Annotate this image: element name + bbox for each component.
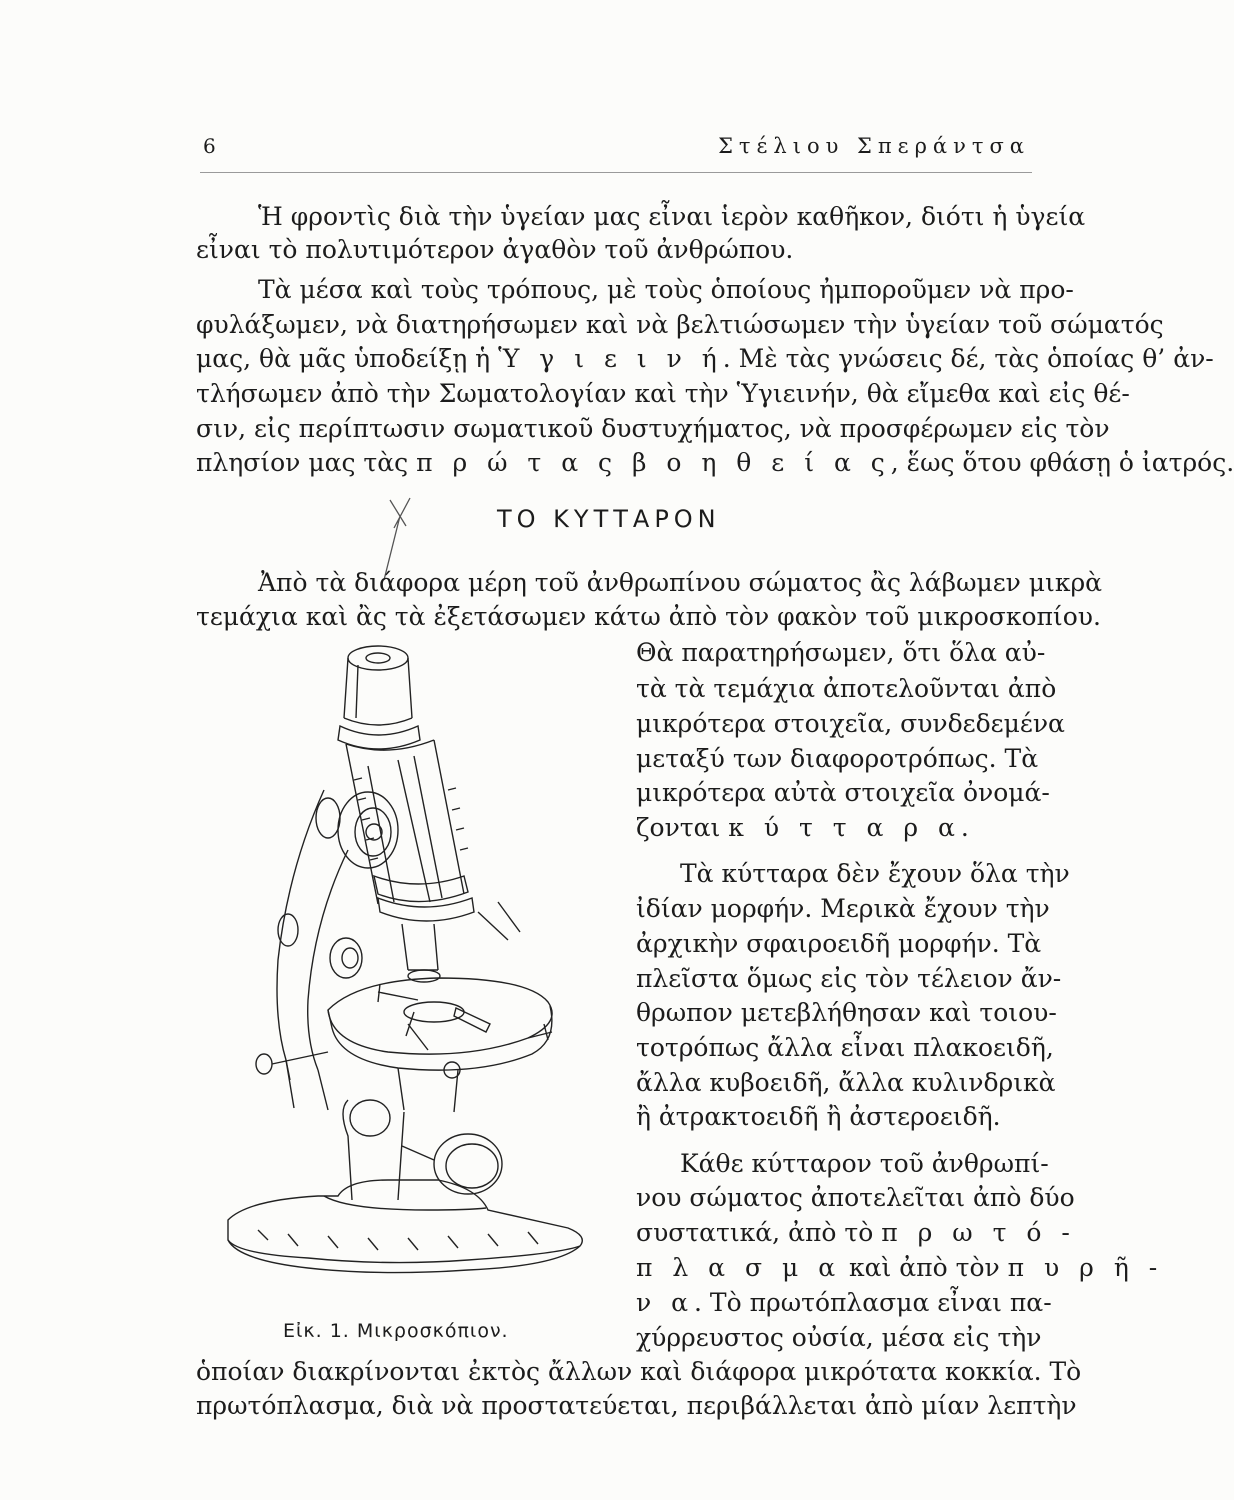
column-line: χύρρευστος οὐσία, μέσα εἰς τὴν xyxy=(636,1323,1042,1352)
section-line: πρωτόπλασμα, διὰ νὰ προστατεύεται, περιβάλλεται ἀπὸ μίαν λεπτὴν xyxy=(196,1391,1077,1420)
section-heading: ΤΟ ΚΥΤΤΑΡΟΝ xyxy=(497,505,721,533)
section-line: ὁποίαν διακρίνονται ἐκτὸς ἄλλων καὶ διάφορα μικρότατα κοκκία. Τὸ xyxy=(196,1357,1082,1386)
column-line: Τὰ κύτταρα δὲν ἔχουν ὅλα τὴν xyxy=(680,859,1070,888)
intro-line: Ἡ φροντὶς διὰ τὴν ὑγείαν μας εἶναι ἱερὸν καθῆκον, διότι ἡ ὑγεία xyxy=(258,202,1086,231)
column-line: Θὰ παρατηρήσωμεν, ὅτι ὅλα αὐ- xyxy=(636,638,1046,667)
column-line: συστατικά, ἀπὸ τὸ π ρ ω τ ό - xyxy=(636,1218,1076,1247)
column-line: ἄλλα κυβοειδῆ, ἄλλα κυλινδρικὰ xyxy=(636,1068,1056,1097)
emphasis-hygiene: Ὑ γ ι ε ι ν ή xyxy=(498,344,723,373)
column-line: μικρότερα αὐτὰ στοιχεῖα ὀνομά- xyxy=(636,778,1050,807)
intro-line: Τὰ μέσα καὶ τοὺς τρόπους, μὲ τοὺς ὁποίους ἠμποροῦμεν νὰ προ- xyxy=(258,275,1074,304)
column-line: π λ α σ μ α καὶ ἀπὸ τὸν π υ ρ ῆ - xyxy=(636,1253,1164,1282)
column-line: Κάθε κύτταρον τοῦ ἀνθρωπί- xyxy=(680,1149,1049,1178)
running-header xyxy=(200,134,1030,164)
column-line: τὰ τὰ τεμάχια ἀποτελοῦνται ἀπὸ xyxy=(636,674,1057,703)
column-line: μεταξύ των διαφοροτρόπως. Τὰ xyxy=(636,744,1039,773)
column-line: τοτρόπως ἄλλα εἶναι πλακοειδῆ, xyxy=(636,1033,1054,1062)
column-line: ἢ ἀτρακτοειδῆ ἢ ἀστεροειδῆ. xyxy=(636,1102,1001,1131)
page-number: 6 xyxy=(203,134,216,158)
intro-line: σιν, εἰς περίπτωσιν σωματικοῦ δυστυχήματος, νὰ προσφέρωμεν εἰς τὸν xyxy=(196,414,1110,443)
microscope-illustration xyxy=(228,640,608,1315)
microscope-figure xyxy=(228,640,608,1315)
intro-line: πλησίον μας τὰς π ρ ώ τ α ς β ο η θ ε ί α ς, ἕως ὅτου φθάσῃ ὁ ἰατρός. xyxy=(196,448,1234,477)
column-line: ἀρχικὴν σφαιροειδῆ μορφήν. Τὰ xyxy=(636,929,1042,958)
emphasis-cells: κ ύ τ τ α ρ α xyxy=(728,813,961,842)
column-line: ζονται κ ύ τ τ α ρ α. xyxy=(636,813,969,842)
column-line: μικρότερα στοιχεῖα, συνδεδεμένα xyxy=(636,709,1065,738)
intro-line: φυλάξωμεν, νὰ διατηρήσωμεν καὶ νὰ βελτιώσωμεν τὴν ὑγείαν τοῦ σώματός xyxy=(196,310,1164,339)
column-line: ν α. Τὸ πρωτόπλασμα εἶναι πα- xyxy=(636,1288,1052,1317)
column-line: θρωπον μετεβλήθησαν καὶ τοιου- xyxy=(636,998,1057,1027)
emphasis-first-aid: π ρ ώ τ α ς β ο η θ ε ί α ς xyxy=(416,448,891,477)
emphasis-protoplasm: π ρ ω τ ό - xyxy=(881,1218,1076,1247)
column-line: ἰδίαν μορφήν. Μερικὰ ἔχουν τὴν xyxy=(636,894,1050,923)
header-rule xyxy=(200,172,1032,173)
running-title: Στέλιου Σπεράντσα xyxy=(718,134,1030,158)
section-line: τεμάχια καὶ ἂς τὰ ἐξετάσωμεν κάτω ἀπὸ τὸν φακὸν τοῦ μικροσκοπίου. xyxy=(196,602,1101,631)
figure-caption: Εἰκ. 1. Μικροσκόπιον. xyxy=(283,1320,509,1342)
emphasis-nucleus: π υ ρ ῆ - xyxy=(1007,1253,1164,1282)
intro-line: εἶναι τὸ πολυτιμότερον ἀγαθὸν τοῦ ἀνθρώπου. xyxy=(196,235,794,264)
column-line: νου σώματος ἀποτελεῖται ἀπὸ δύο xyxy=(636,1183,1075,1212)
column-line: πλεῖστα ὅμως εἰς τὸν τέλειον ἄν- xyxy=(636,964,1062,993)
intro-line: μας, θὰ μᾶς ὑποδείξῃ ἡ Ὑ γ ι ε ι ν ή. Μὲ τὰς γνώσεις δέ, τὰς ὁποίας θ’ ἀν- xyxy=(196,344,1214,373)
section-line: Ἀπὸ τὰ διάφορα μέρη τοῦ ἀνθρωπίνου σώματος ἂς λάβωμεν μικρὰ xyxy=(258,568,1103,597)
intro-line: τλήσωμεν ἀπὸ τὴν Σωματολογίαν καὶ τὴν Ὑγιεινήν, θὰ εἴμεθα καὶ εἰς θέ- xyxy=(196,379,1130,408)
